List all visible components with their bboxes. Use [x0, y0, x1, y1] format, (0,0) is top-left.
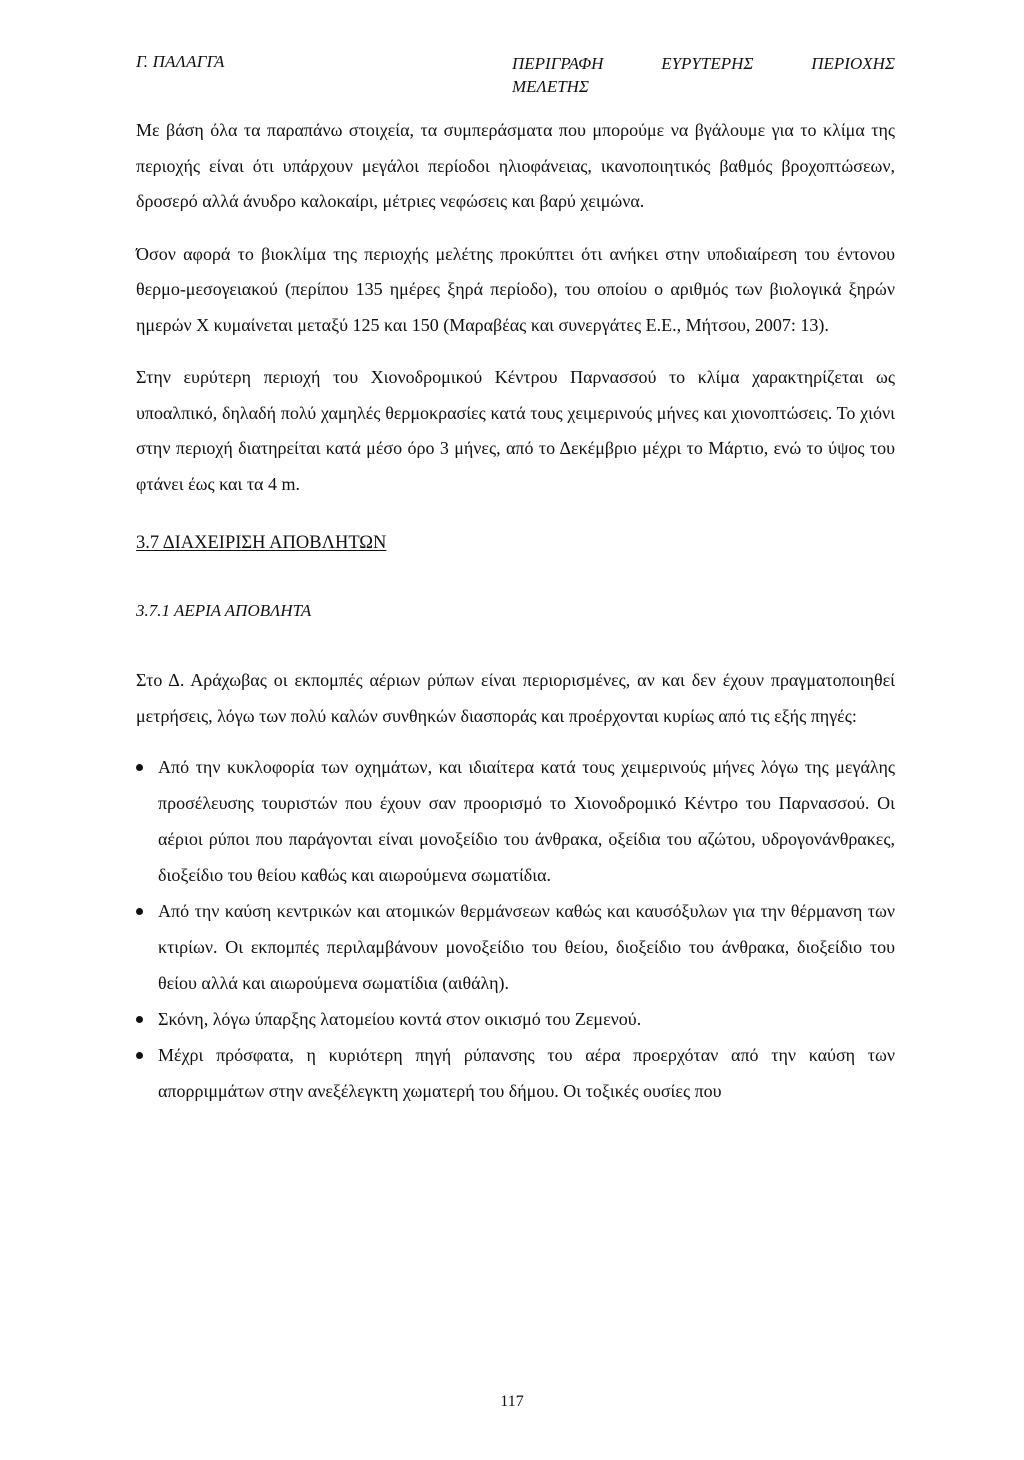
list-item-text: Μέχρι πρόσφατα, η κυριότερη πηγή ρύπανσης του αέρα προερχόταν από την καύση των απορριμμάτων στην ανεξέλεγκτη χωματερή του δήμου. Οι τοξικές ουσίες που — [158, 1045, 895, 1101]
list-item-text: Από την κυκλοφορία των οχημάτων, και ιδιαίτερα κατά τους χειμερινούς μήνες λόγω της μεγάλης προσέλευσης τουριστών που έχουν σαν προορισμό το Χιονοδρομικό Κέντρο του Παρνασσού. Οι αέριοι ρύποι που παράγονται είναι μονοξείδιο του άνθρακα, οξείδια του αζώτου, υδρογονάνθρακες, διοξείδιο του θείου καθώς και αιωρούμενα σωματίδια. — [158, 757, 895, 885]
header-section-word: ΠΕΡΙΟΧΗΣ — [811, 54, 895, 73]
paragraph-bioclimate: Όσον αφορά το βιοκλίμα της περιοχής μελέτης προκύπτει ότι ανήκει στην υποδιαίρεση του έντονου θερμο-μεσογειακού (περίπου 135 ημέρες ξηρά περίοδο), του οποίου ο αριθμός των βιολογικά ξηρών ημερών Χ κυμαίνεται μεταξύ 125 και 150 (Μαραβέας και συνεργάτες Ε.Ε., Μήτσου, 2007: 13). — [136, 243, 895, 335]
paragraph-ski-center-climate: Στην ευρύτερη περιοχή του Χιονοδρομικού Κέντρου Παρνασσού το κλίμα χαρακτηρίζεται ως υποαλπικό, δηλαδή πολύ χαμηλές θερμοκρασίες κατά τους χειμερινούς μήνες και χιονοπτώσεις. Το χιόνι στην περιοχή διατηρείται κατά μέσο όρο 3 μήνες, από το Δεκέμβριο μέχρι το Μάρτιο, ενώ το ύψος του φτάνει έως και τα 4 m. — [136, 367, 895, 494]
list-item — [136, 1001, 895, 1037]
header-section-word: ΠΕΡΙΓΡΑΦΗ — [512, 54, 604, 73]
page-body — [136, 113, 895, 1109]
bullet-icon — [136, 1016, 143, 1023]
paragraph-emissions-intro: Στο Δ. Αράχωβας οι εκπομπές αέριων ρύπων είναι περιορισμένες, αν και δεν έχουν πραγματοποιηθεί μετρήσεις, λόγω των πολύ καλών συνθηκών διασποράς και προέρχονται κυρίως από τις εξής πηγές: — [136, 670, 895, 726]
list-item — [136, 1037, 895, 1109]
header-section-title — [512, 52, 895, 98]
header-author: Γ. ΠΑΛΑΓΓΑ — [136, 52, 225, 71]
page-number: 117 — [500, 1393, 524, 1410]
list-item — [136, 749, 895, 893]
header-section-word: ΜΕΛΕΤΗΣ — [512, 77, 590, 96]
list-item-text: Σκόνη, λόγω ύπαρξης λατομείου κοντά στον οικισμό του Ζεμενού. — [158, 1009, 642, 1029]
bullet-icon — [136, 1052, 143, 1059]
list-item — [136, 893, 895, 1001]
header-section-word: ΕΥΡΥΤΕΡΗΣ — [661, 54, 754, 73]
bullet-icon — [136, 908, 143, 915]
list-item-text: Από την καύση κεντρικών και ατομικών θερμάνσεων καθώς και καυσόξυλων για την θέρμανση των κτιρίων. Οι εκπομπές περιλαμβάνουν μονοξείδιο του θείου, διοξείδιο του άνθρακα, διοξείδιο του θείου αλλά και αιωρούμενα σωματίδια (αιθάλη). — [158, 901, 895, 993]
bullet-icon — [136, 764, 143, 771]
paragraph-climate-summary: Με βάση όλα τα παραπάνω στοιχεία, τα συμπεράσματα που μπορούμε να βγάλουμε για το κλίμα της περιοχής είναι ότι υπάρχουν μεγάλοι περίοδοι ηλιοφάνειας, ικανοποιητικός βαθμός βροχοπτώσεων, δροσερό αλλά άνυδρο καλοκαίρι, μέτριες νεφώσεις και βαρύ χειμώνα. — [136, 120, 895, 211]
emission-sources-list — [136, 749, 895, 1109]
section-heading: 3.7 ΔΙΑΧΕΙΡΙΣΗ ΑΠΟΒΛΗΤΩΝ — [136, 533, 387, 553]
subsection-heading: 3.7.1 ΑΕΡΙΑ ΑΠΟΒΛΗΤΑ — [136, 601, 312, 620]
